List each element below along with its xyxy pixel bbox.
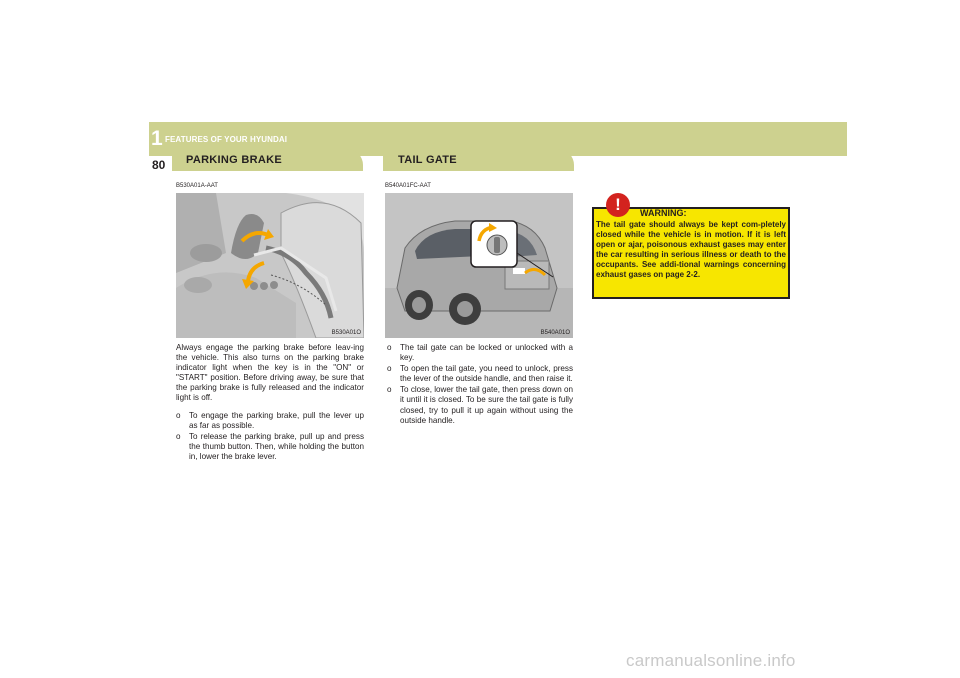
list-item xyxy=(387,364,573,384)
parking-brake-illustration xyxy=(176,193,364,338)
parking-brake-intro: Always engage the parking brake before leav-ing the vehicle. This also turns on the parking brake indicator light when the key is in the "ON" or "START" position. Before driving away, be sure that the parking brake is fully released and the indicator light is off. xyxy=(176,343,364,403)
bullet-marker: o xyxy=(176,411,181,420)
chapter-title: FEATURES OF YOUR HYUNDAI xyxy=(165,135,288,144)
tail-gate-image-code: B540A01O xyxy=(540,330,570,336)
page-number: 80 xyxy=(152,158,166,172)
section-title-tail-gate: TAIL GATE xyxy=(398,154,457,166)
tail-gate-code: B540A01FC-AAT xyxy=(385,183,431,189)
bullet-text: The tail gate can be locked or unlocked with a key. xyxy=(400,343,573,363)
list-item xyxy=(176,432,364,462)
list-item xyxy=(387,343,573,363)
tail-gate-illustration xyxy=(385,193,573,338)
parking-brake-code: B530A01A-AAT xyxy=(176,183,218,189)
bullet-marker: o xyxy=(387,343,392,352)
parking-brake-image-code: B530A01O xyxy=(331,330,361,336)
warning-heading: WARNING: xyxy=(640,208,687,218)
section-title-parking-brake: PARKING BRAKE xyxy=(186,154,282,166)
bullet-marker: o xyxy=(387,385,392,395)
list-item xyxy=(387,385,573,425)
parking-brake-drawing xyxy=(176,193,364,338)
bullet-text: To open the tail gate, you need to unlock, press the lever of the outside handle, and then raise it. xyxy=(400,364,573,384)
list-item xyxy=(176,411,364,431)
warning-text: The tail gate should always be kept com-pletely closed while the vehicle is in motion. If it is left open or ajar, poisonous exhaust gases may enter the car resulting in serious illness or death to the occupants. See addi-tional warnings concerning exhaust gases on page 2-2. xyxy=(596,220,786,279)
bullet-text: To engage the parking brake, pull the lever up as far as possible. xyxy=(189,411,364,431)
footer-watermark[interactable]: carmanualsonline.info xyxy=(626,651,796,670)
bullet-marker: o xyxy=(176,432,181,442)
parking-brake-list xyxy=(176,411,364,463)
bullet-marker: o xyxy=(387,364,392,374)
warning-icon: ! xyxy=(606,193,630,217)
bullet-text: To release the parking brake, pull up and press the thumb button. Then, while holding the button in, lower the brake lever. xyxy=(189,432,364,462)
tail-gate-list xyxy=(387,343,573,427)
chapter-number: 1 xyxy=(151,127,163,150)
bullet-text: To close, lower the tail gate, then press down on it until it is closed. To be sure the tail gate is fully closed, try to pull it up again without using the outside handle. xyxy=(400,385,573,425)
tail-gate-drawing xyxy=(385,193,573,338)
